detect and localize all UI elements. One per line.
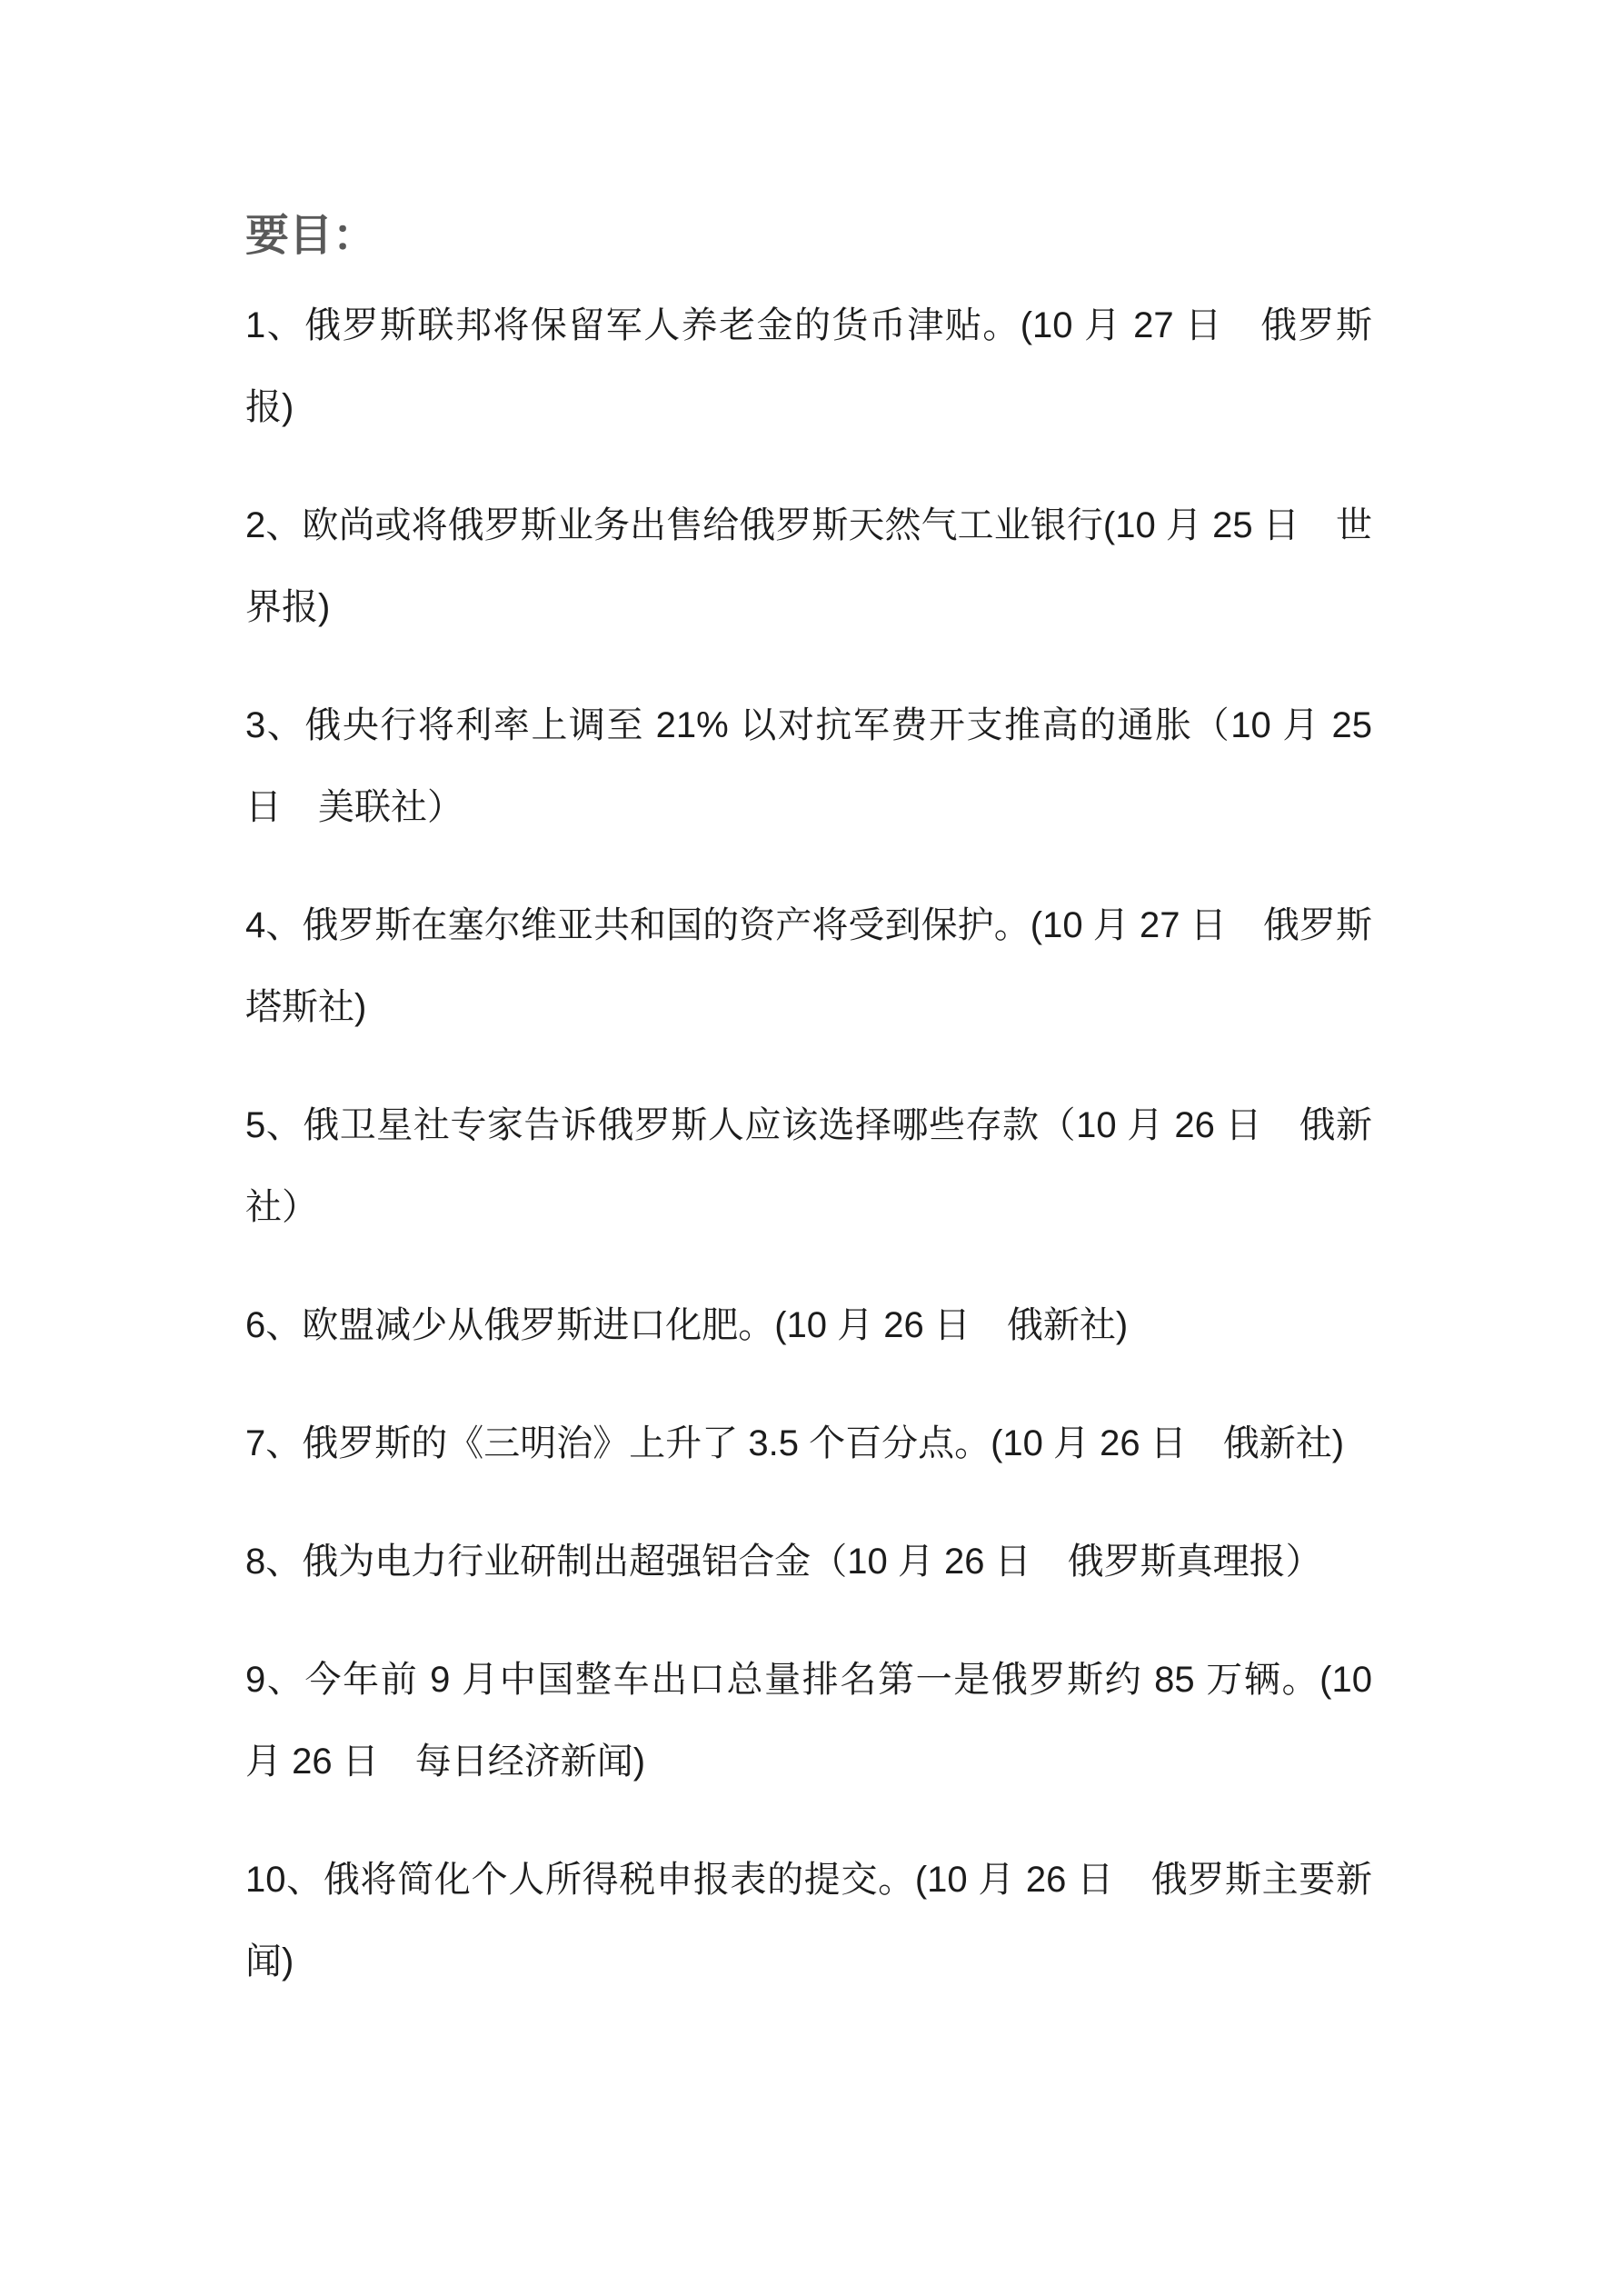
news-item-5: 5、俄卫星社专家告诉俄罗斯人应该选择哪些存款（10 月 26 日 俄新社） [245,1105,1372,1227]
news-item-4: 4、俄罗斯在塞尔维亚共和国的资产将受到保护。(10 月 27 日 俄罗斯塔斯社) [245,905,1372,1027]
news-item-10: 10、俄将简化个人所得税申报表的提交。(10 月 26 日 俄罗斯主要新闻) [245,1860,1372,1982]
news-item-8: 8、俄为电力行业研制出超强铝合金（10 月 26 日 俄罗斯真理报） [245,1542,1322,1582]
page-title: 要目： [245,212,377,260]
news-item-3: 3、俄央行将利率上调至 21% 以对抗军费开支推高的通胀（10 月 25 日 美联社） [245,705,1383,827]
news-item-2: 2、欧尚或将俄罗斯业务出售给俄罗斯天然气工业银行(10 月 25 日 世界报) [245,505,1372,627]
news-item-9: 9、今年前 9 月中国整车出口总量排名第一是俄罗斯约 85 万辆。(10 月 26 日 每日经济新闻) [245,1660,1383,1782]
news-item-1: 1、俄罗斯联邦将保留军人养老金的货币津贴。(10 月 27 日 俄罗斯报) [245,305,1372,427]
news-item-7: 7、俄罗斯的《三明治》上升了 3.5 个百分点。(10 月 26 日 俄新社) [245,1423,1345,1463]
news-item-6: 6、欧盟减少从俄罗斯进口化肥。(10 月 26 日 俄新社) [245,1305,1129,1345]
